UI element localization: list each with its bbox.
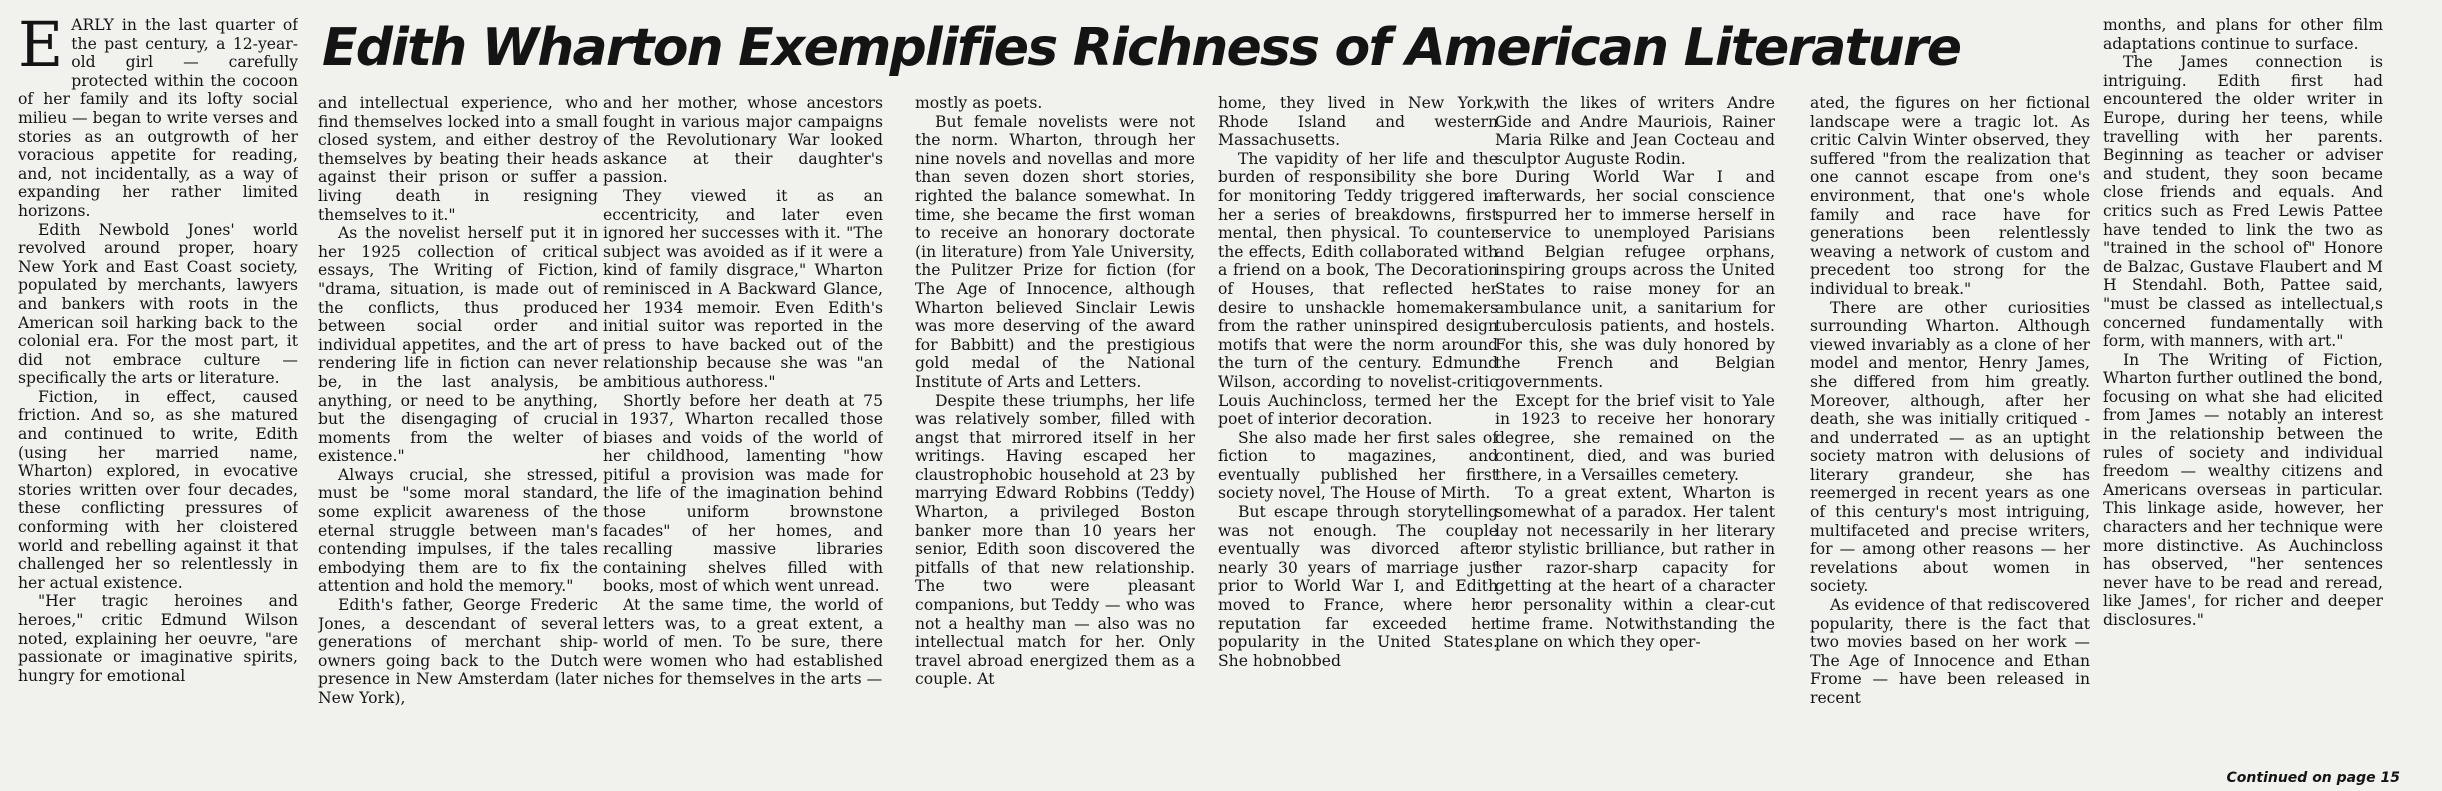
paragraph: with the likes of writers Andre Gide and Andre Mauriois, Rainer Maria Rilke and Jean Cocteau and sculptor Auguste Rodin. [1495, 94, 1775, 168]
paragraph: Shortly before her death at 75 in 1937, Wharton recalled those biases and voids of the world of her childhood, lamenting "how pitiful a provision was made for the life of the imagination behind those uniform brownstone facades" of her homes, and recalling massive libraries containing shelves filled with books, most of which went unread. [603, 391, 883, 596]
paragraph: But escape through storytelling was not enough. The couple eventually was divorced after nearly 30 years of marriage just prior to World War I, and Edith moved to France, where her reputation far exceeded her popularity in the United States. She hobnobbed [1218, 503, 1498, 670]
article-column-2 [318, 94, 598, 778]
paragraph: Despite these triumphs, her life was relatively somber, filled with angst that mirrored itself in her writings. Having escaped her claustrophobic household at 23 by marrying Edward Robbins (Teddy) Wharton, a privileged Boston banker more than 10 years her senior, Edith soon discovered the pitfalls of that new relationship. The two were pleasant companions, but Teddy — who was not a healthy man — also was no intellectual match for her. Only travel abroad energized them as a couple. At [915, 391, 1195, 689]
paragraph: months, and plans for other film adaptations continue to surface. [2103, 16, 2383, 53]
paragraph: They viewed it as an eccentricity, and later even ignored her successes with it. "The subject was avoided as if it were a kind of family disgrace," Wharton reminisced in A Backward Glance, her 1934 memoir. Even Edith's initial suitor was reported in the press to have backed out of the relationship because she was "an ambitious authoress." [603, 186, 883, 391]
article-column-8 [2103, 16, 2383, 766]
paragraph: and her mother, whose ancestors fought in various major campaigns of the Revolutionary War looked askance at their daughter's passion. [603, 94, 883, 187]
article-column-3 [603, 94, 883, 778]
paragraph: ARLY in the last quarter of the past century, a 12-year-old girl — carefully protected within the cocoon of her family and its lofty social milieu — began to write verses and stories as an outgrowth of her voracious appetite for reading, and, not incidentally, as a way of expanding her rather limited horizons. [18, 16, 298, 220]
paragraph: But female novelists were not the norm. Wharton, through her nine novels and novellas and more than seven dozen short stories, righted the balance somewhat. In time, she became the first woman to receive an honorary doctorate (in literature) from Yale University, the Pulitzer Prize for fiction (for The Age of Innocence, although Wharton believed Sinclair Lewis was more deserving of the award for Babbitt) and the prestigious gold medal of the National Institute of Arts and Letters. [915, 112, 1195, 391]
paragraph: She also made her first sales of fiction to magazines, and eventually published her first society novel, The House of Mirth. [1218, 428, 1498, 503]
paragraph: The vapidity of her life and the burden of responsibility she bore for monitoring Teddy triggered in her a series of breakdowns, first mental, then physical. To counter the effects, Edith collaborated with a friend on a book, The Decoration of Houses, that reflected her desire to unshackle homemakers from the rather uninspired design motifs that were the norm around the turn of the century. Edmund Wilson, according to novelist-critic Louis Auchincloss, termed her the poet of interior decoration. [1218, 149, 1498, 429]
paragraph: and intellectual experience, who find themselves locked into a small closed system, and either destroy themselves by beating their heads against their prison or suffer a living death in resigning themselves to it." [318, 94, 598, 224]
continuation-note: Continued on page 15 [2226, 770, 2400, 786]
paragraph: Except for the brief visit to Yale in 1923 to receive her honorary degree, she remained on the continent, died, and was buried there, in a Versailles cemetery. [1495, 391, 1775, 484]
paragraph: mostly as poets. [915, 94, 1043, 112]
paragraph: Edith's father, George Frederic Jones, a descendant of several generations of merchant ship-owners going back to the Dutch presence in New Amsterdam (later New York), [318, 596, 598, 707]
paragraph: home, they lived in New York, Rhode Island and western Massachusetts. [1218, 94, 1498, 150]
paragraph: At the same time, the world of letters was, to a great extent, a world of men. To be sure, there were women who had established niches for themselves in the arts — [603, 596, 883, 689]
paragraph: Fiction, in effect, caused friction. And so, as she matured and continued to write, Edith (using her married name, Wharton) explored, in evocative stories written over four decades, these conflicting pressures of conforming with her cloistered world and rebelling against it that challenged her so relentlessly in her actual existence. [18, 387, 298, 592]
paragraph: As the novelist herself put it in her 1925 collection of critical essays, The Writing of Fiction, "drama, situation, is made out of the conflicts, thus produced between social order and individual appetites, and the art of rendering life in fiction can never be, in the last analysis, be anything, or need to be anything, but the disengaging of crucial moments from the welter of existence." [318, 224, 598, 466]
paragraph: There are other curiosities surrounding Wharton. Although viewed invariably as a clone of her model and mentor, Henry James, she differed from him greatly. Moreover, although, after her death, she was initially critiqued - and underrated — as an uptight society matron with delusions of literary grandeur, she has reemerged in recent years as one of this century's most intriguing, multifaceted and precise writers, for — among other reasons — her revelations about women in society. [1810, 298, 2090, 596]
article-column-5 [1218, 94, 1498, 778]
drop-cap: E [18, 16, 64, 81]
paragraph: ated, the figures on her fictional landscape were a tragic lot. As critic Calvin Winter observed, they suffered "from the realization that one cannot escape from one's environment, that one's whole family and race have for generations been relentlessly weaving a network of custom and precedent too strong for the individual to break." [1810, 94, 2090, 298]
article-column-4 [915, 94, 1195, 778]
paragraph: "Her tragic heroines and heroes," critic Edmund Wilson noted, explaining her oeuvre, "are passionate or imaginative spirits, hungry for emotional [18, 592, 298, 685]
paragraph: To a great extent, Wharton is somewhat of a paradox. Her talent lay not necessarily in her literary or stylistic brilliance, but rather in her razor-sharp capacity for getting at the heart of a character or personality within a clear-cut time frame. Notwithstanding the plane on which they oper- [1495, 484, 1775, 652]
paragraph: During World War I and afterwards, her social conscience spurred her to immerse herself in service to unemployed Parisians and Belgian refugee orphans, inspiring groups across the United States to raise money for an ambulance unit, a sanitarium for tuberculosis patients, and hostels. For this, she was duly honored by the French and Belgian governments. [1495, 168, 1775, 391]
headline: Edith Wharton Exemplifies Richness of American Literature [322, 18, 1961, 78]
paragraph: The James connection is intriguing. Edith first had encountered the older writer in Europe, during her teens, while travelling with her parents. Beginning as teacher or adviser and student, they soon became close friends and equals. And critics such as Fred Lewis Pattee have tended to link the two as "trained in the school of" Honore de Balzac, Gustave Flaubert and M H Stendahl. Both, Pattee said, "must be classed as intellectual,s concerned fundamentally with form, with manners, with art." [2103, 53, 2383, 351]
paragraph: In The Writing of Fiction, Wharton further outlined the bond, focusing on what she had elicited from James — notably an interest in the relationship between the rules of society and individual freedom — wealthy citizens and Americans overseas in particular. This linkage aside, however, her characters and her technique were more distinctive. As Auchincloss has observed, "her sentences never have to be read and reread, like James', for richer and deeper disclosures." [2103, 350, 2383, 629]
article-column-7 [1810, 94, 2090, 778]
article-column-1 [18, 16, 298, 778]
paragraph: As evidence of that rediscovered popularity, there is the fact that two movies based on her work — The Age of Innocence and Ethan Frome — have been released in recent [1810, 596, 2090, 707]
article-column-6 [1495, 94, 1775, 778]
paragraph: Always crucial, she stressed, must be "some moral standard, some explicit awareness of the eternal struggle between man's contending impulses, if the tales embodying them are to fix the attention and hold the memory." [318, 465, 598, 596]
paragraph: Edith Newbold Jones' world revolved around proper, hoary New York and East Coast society, populated by merchants, lawyers and bankers with roots in the American soil harking back to the colonial era. For the most part, it did not embrace culture — specifically the arts or literature. [18, 220, 298, 388]
